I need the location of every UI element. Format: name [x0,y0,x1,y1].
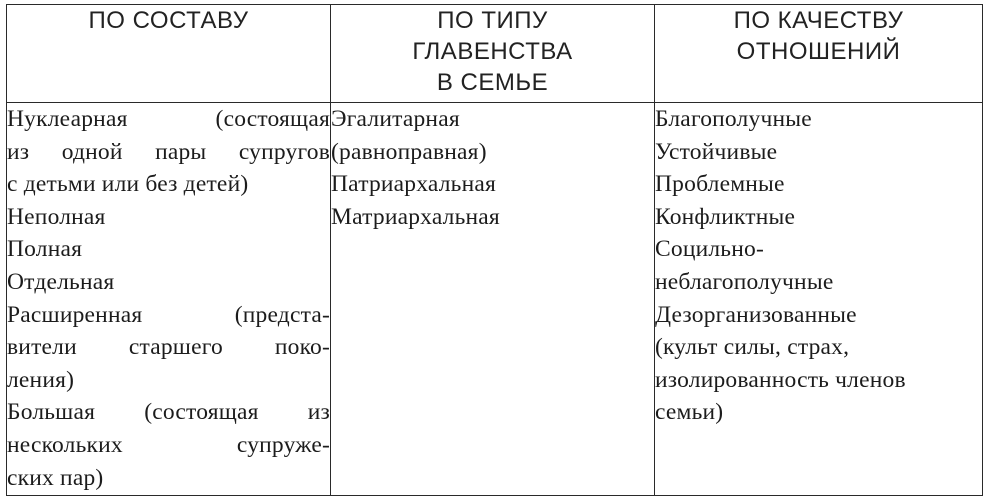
list-line: Матриархальная [331,203,500,230]
list-line: Благополучные [655,106,812,132]
table-header-row [7,5,983,103]
list-line: Устойчивые [655,138,778,165]
list-line: Полная [7,236,83,263]
cell-relations-list [655,103,983,496]
table-body-row [7,103,983,496]
list-line: Нуклеарная (состоящая [7,106,330,132]
list-line: Социльно- [655,236,764,263]
list-line: нескольких супруже- [7,431,330,458]
list-line: Эгалитарная [331,106,460,132]
list-line: Дезорганизованные [655,301,857,328]
list-line: из одной пары супругов [7,138,330,165]
list-line: Конфликтные [655,203,796,230]
list-line: изолированность членов [655,366,906,393]
list-line: ских пар) [7,464,104,491]
list-line: ления) [7,366,75,393]
header-line: ПО СОСТАВУ [88,7,249,34]
list-line: (равноправная) [331,138,487,165]
header-cell-composition [7,5,331,103]
list-line: неблагополучные [655,268,834,295]
family-classification-table [6,4,983,496]
list-line: Отдельная [7,268,115,295]
list-line: Большая (состоящая из [7,399,330,426]
list-line: Проблемные [655,171,785,198]
list-line: семьи) [655,399,724,426]
header-line: ПО ТИПУ [437,7,548,34]
list-line: с детьми или без детей) [7,171,249,198]
list-line: (культ силы, страх, [655,334,850,361]
list-line: Патриархальная [331,171,496,198]
cell-headship-list [331,103,655,496]
list-line: Расширенная (предста- [7,301,330,328]
cell-composition-list [7,103,331,496]
list-line: Неполная [7,203,106,230]
header-line: ПО КАЧЕСТВУ [733,7,904,34]
header-cell-relations [655,5,983,103]
header-cell-headship [331,5,655,103]
list-line: вители старшего поко- [7,334,330,361]
header-line: В СЕМЬЕ [436,69,549,96]
header-line: ГЛАВЕНСТВА [412,38,573,65]
header-line: ОТНОШЕНИЙ [736,38,901,65]
